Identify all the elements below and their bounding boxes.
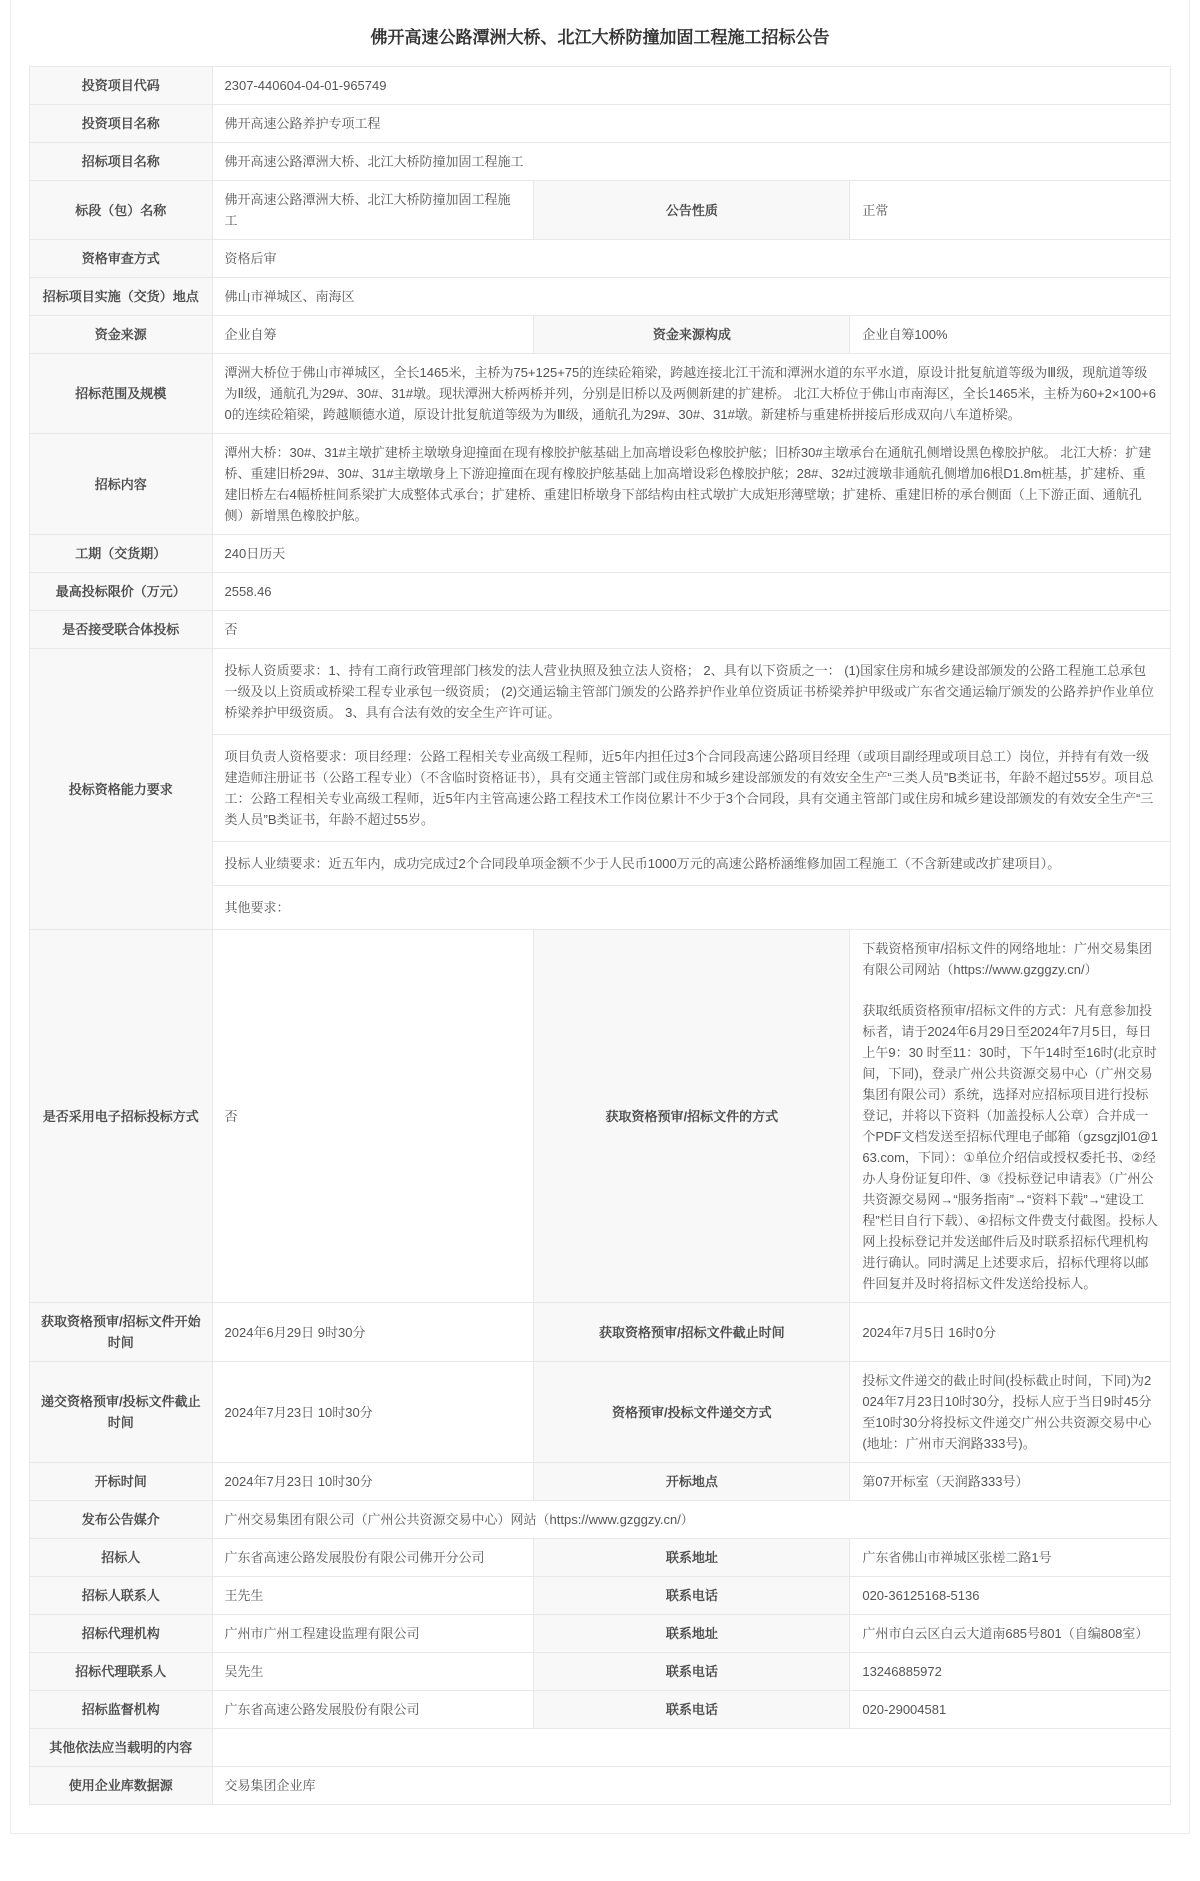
row-tender-project-name <box>30 143 1171 181</box>
announcement-table <box>29 66 1171 1805</box>
tenderer-contact-label: 招标人联系人 <box>30 1577 213 1615</box>
implement-location-label: 招标项目实施（交货）地点 <box>30 278 213 316</box>
max-price-label: 最高投标限价（万元） <box>30 573 213 611</box>
e-bidding-value: 否 <box>212 930 534 1303</box>
agency-contact-value: 吴先生 <box>212 1653 534 1691</box>
notice-nature-value: 正常 <box>850 181 1171 240</box>
enterprise-db-value: 交易集团企业库 <box>212 1767 1170 1805</box>
invest-name-label: 投资项目名称 <box>30 105 213 143</box>
fund-composition-value: 企业自筹100% <box>850 316 1171 354</box>
submit-method-value: 投标文件递交的截止时间(投标截止时间，下同)为2024年7月23日10时30分，投标人应于当日9时45分至10时30分将投标文件递交广州公共资源交易中心(地址：广州市天润路333号)。 <box>850 1362 1171 1463</box>
qual-review-method-value: 资格后审 <box>212 240 1170 278</box>
doc-obtain-value <box>850 930 1171 1303</box>
invest-code-label: 投资项目代码 <box>30 67 213 105</box>
e-bidding-label: 是否采用电子招标投标方式 <box>30 930 213 1303</box>
tenderer-contact-value: 王先生 <box>212 1577 534 1615</box>
agency-value: 广州市广州工程建设监理有限公司 <box>212 1615 534 1653</box>
obtain-start-value: 2024年6月29日 9时30分 <box>212 1303 534 1362</box>
doc-obtain-paper-para: 获取纸质资格预审/招标文件的方式：凡有意参加投标者，请于2024年6月29日至2024年7月5日，每日上午9：30 时至11：30时，下午14时至16时(北京时间，下同)，登录广州公共资源交易中心（广州交易集团有限公司）系统，选择对应招标项目进行投标登记，并将以下资料（加盖投标人公章）合并成一个PDF文档发送至招标代理电子邮箱（gzsgzjl01@163.com，下同）：①单位介绍信或授权委托书、②经办人身份证复印件、③《投标登记申请表》（广州公共资源交易网→“服务指南”→“资料下载”→“建设工程”栏目自行下载）、④招标文件费支付截图。投标人网上投标登记并发送邮件后及时联系招标代理机构进行确认。同时满足上述要求后，招标代理将以邮件回复并及时将招标文件发送给投标人。 <box>862 1003 1158 1291</box>
tenderer-phone-label: 联系电话 <box>534 1577 850 1615</box>
row-enterprise-db <box>30 1767 1171 1805</box>
tender-project-name-value: 佛开高速公路潭洲大桥、北江大桥防撞加固工程施工 <box>212 143 1170 181</box>
qual-req-value <box>212 649 1170 930</box>
tender-project-name-label: 招标项目名称 <box>30 143 213 181</box>
row-bid-opening <box>30 1463 1171 1501</box>
qual-req-other-para: 其他要求： <box>213 885 1170 929</box>
qual-review-method-label: 资格审查方式 <box>30 240 213 278</box>
fund-composition-label: 资金来源构成 <box>534 316 850 354</box>
obtain-end-label: 获取资格预审/招标文件截止时间 <box>534 1303 850 1362</box>
content-label: 招标内容 <box>30 434 213 535</box>
row-tenderer-contact <box>30 1577 1171 1615</box>
doc-obtain-label: 获取资格预审/招标文件的方式 <box>534 930 850 1303</box>
row-invest-code <box>30 67 1171 105</box>
publish-media-value: 广州交易集团有限公司（广州公共资源交易中心）网站（https://www.gzggzy.cn/） <box>212 1501 1170 1539</box>
supervisor-phone-label: 联系电话 <box>534 1691 850 1729</box>
agency-addr-value: 广州市白云区白云大道南685号801（自编808室） <box>850 1615 1171 1653</box>
qual-req-performance-para: 投标人业绩要求：近五年内，成功完成过2个合同段单项金额不少于人民币1000万元的高速公路桥涵维修加固工程施工（不含新建或改扩建项目）。 <box>213 841 1170 885</box>
row-joint-bid <box>30 611 1171 649</box>
row-qual-review-method <box>30 240 1171 278</box>
submit-deadline-label: 递交资格预审/投标文件截止时间 <box>30 1362 213 1463</box>
row-implement-location <box>30 278 1171 316</box>
row-submit <box>30 1362 1171 1463</box>
announcement-panel <box>10 0 1190 1834</box>
tenderer-addr-value: 广东省佛山市禅城区张槎二路1号 <box>850 1539 1171 1577</box>
row-obtain-time <box>30 1303 1171 1362</box>
tenderer-phone-value: 020-36125168-5136 <box>850 1577 1171 1615</box>
content-value: 潭州大桥：30#、31#主墩扩建桥主墩墩身迎撞面在现有橡胶护舷基础上加高增设彩色橡胶护舷；旧桥30#主墩承台在通航孔侧增设黑色橡胶护舷。 北江大桥：扩建桥、重建旧桥29#、30#、31#主墩墩身上下游迎撞面在现有橡胶护舷基础上加高增设彩色橡胶护舷；28#、32#过渡墩非通航孔侧增加6根D1.8m桩基，扩建桥、重建旧桥左右4幅桥桩间系梁扩大成整体式承台；扩建桥、重建旧桥墩身下部结构由柱式墩扩大成矩形薄壁墩；扩建桥、重建旧桥的承台侧面（上下游正面、通航孔侧）新增黑色橡胶护舷。 <box>212 434 1170 535</box>
agency-phone-value: 13246885972 <box>850 1653 1171 1691</box>
row-scope <box>30 354 1171 434</box>
supervisor-label: 招标监督机构 <box>30 1691 213 1729</box>
submit-method-label: 资格预审/投标文件递交方式 <box>534 1362 850 1463</box>
row-max-price <box>30 573 1171 611</box>
qual-req-license-para: 投标人资质要求：1、持有工商行政管理部门核发的法人营业执照及独立法人资格； 2、具有以下资质之一： (1)国家住房和城乡建设部颁发的公路工程施工总承包一级及以上资质或桥梁工程专业承包一级资质； (2)交通运输主管部门颁发的公路养护作业单位资质证书桥梁养护甲级或广东省交通运输厅颁发的公路养护作业单位桥梁养护甲级资质。 3、具有合法有效的安全生产许可证。 <box>224 663 1155 720</box>
qual-req-manager-para: 项目负责人资格要求：项目经理：公路工程相关专业高级工程师，近5年内担任过3个合同段高速公路项目经理（或项目副经理或项目总工）岗位，并持有有效一级建造师注册证书（公路工程专业）（不含临时资格证书），具有交通主管部门或住房和城乡建设部颁发的有效安全生产“三类人员”B类证书，年龄不超过55岁。项目总工：公路工程相关专业高级工程师，近5年内主管高速公路工程技术工作岗位累计不少于3个合同段，具有交通主管部门或住房和城乡建设部颁发的有效安全生产“三类人员”B类证书，年龄不超过55岁。 <box>213 734 1170 841</box>
other-content-value <box>212 1729 1170 1767</box>
row-section-name <box>30 181 1171 240</box>
other-content-label: 其他依法应当载明的内容 <box>30 1729 213 1767</box>
open-place-value: 第07开标室（天润路333号） <box>850 1463 1171 1501</box>
agency-phone-label: 联系电话 <box>534 1653 850 1691</box>
section-name-value: 佛开高速公路潭洲大桥、北江大桥防撞加固工程施工 <box>212 181 534 240</box>
supervisor-phone-value: 020-29004581 <box>850 1691 1171 1729</box>
row-fund-source <box>30 316 1171 354</box>
row-duration <box>30 535 1171 573</box>
row-invest-name <box>30 105 1171 143</box>
fund-source-label: 资金来源 <box>30 316 213 354</box>
joint-bid-label: 是否接受联合体投标 <box>30 611 213 649</box>
publish-media-label: 发布公告媒介 <box>30 1501 213 1539</box>
duration-value: 240日历天 <box>212 535 1170 573</box>
scope-value: 潭洲大桥位于佛山市禅城区，全长1465米，主桥为75+125+75的连续砼箱梁，跨越连接北江干流和潭洲水道的东平水道，原设计批复航道等级为Ⅲ级，现航道等级为Ⅱ级，通航孔为29#、30#、31#墩。现状潭洲大桥两桥并列，分别是旧桥以及两侧新建的扩建桥。 北江大桥位于佛山市南海区，全长1465米，主桥为60+2×100+60的连续砼箱梁，跨越顺德水道，原设计批复航道等级为为Ⅲ级，通航孔为29#、30#、31#墩。新建桥与重建桥拼接后形成双向八车道桥梁。 <box>212 354 1170 434</box>
row-publish-media <box>30 1501 1171 1539</box>
agency-contact-label: 招标代理联系人 <box>30 1653 213 1691</box>
doc-obtain-download-para: 下载资格预审/招标文件的网络地址：广州交易集团有限公司网站（https://www.gzggzy.cn/） <box>862 941 1152 977</box>
submit-deadline-value: 2024年7月23日 10时30分 <box>212 1362 534 1463</box>
invest-name-value: 佛开高速公路养护专项工程 <box>212 105 1170 143</box>
open-time-value: 2024年7月23日 10时30分 <box>212 1463 534 1501</box>
row-supervisor <box>30 1691 1171 1729</box>
max-price-value: 2558.46 <box>212 573 1170 611</box>
open-time-label: 开标时间 <box>30 1463 213 1501</box>
enterprise-db-label: 使用企业库数据源 <box>30 1767 213 1805</box>
open-place-label: 开标地点 <box>534 1463 850 1501</box>
fund-source-value: 企业自筹 <box>212 316 534 354</box>
row-agency <box>30 1615 1171 1653</box>
tenderer-label: 招标人 <box>30 1539 213 1577</box>
tenderer-addr-label: 联系地址 <box>534 1539 850 1577</box>
supervisor-value: 广东省高速公路发展股份有限公司 <box>212 1691 534 1729</box>
obtain-end-value: 2024年7月5日 16时0分 <box>850 1303 1171 1362</box>
row-qualification-requirements <box>30 649 1171 930</box>
announcement-title: 佛开高速公路潭洲大桥、北江大桥防撞加固工程施工招标公告 <box>370 28 830 47</box>
notice-nature-label: 公告性质 <box>534 181 850 240</box>
implement-location-value: 佛山市禅城区、南海区 <box>212 278 1170 316</box>
joint-bid-value: 否 <box>212 611 1170 649</box>
section-name-label: 标段（包）名称 <box>30 181 213 240</box>
scope-label: 招标范围及规模 <box>30 354 213 434</box>
row-other-content <box>30 1729 1171 1767</box>
row-tenderer <box>30 1539 1171 1577</box>
obtain-start-label: 获取资格预审/招标文件开始时间 <box>30 1303 213 1362</box>
agency-label: 招标代理机构 <box>30 1615 213 1653</box>
invest-code-value: 2307-440604-04-01-965749 <box>212 67 1170 105</box>
duration-label: 工期（交货期） <box>30 535 213 573</box>
row-agency-contact <box>30 1653 1171 1691</box>
qual-req-label: 投标资格能力要求 <box>30 649 213 930</box>
row-e-bidding <box>30 930 1171 1303</box>
tenderer-value: 广东省高速公路发展股份有限公司佛开分公司 <box>212 1539 534 1577</box>
agency-addr-label: 联系地址 <box>534 1615 850 1653</box>
row-content <box>30 434 1171 535</box>
